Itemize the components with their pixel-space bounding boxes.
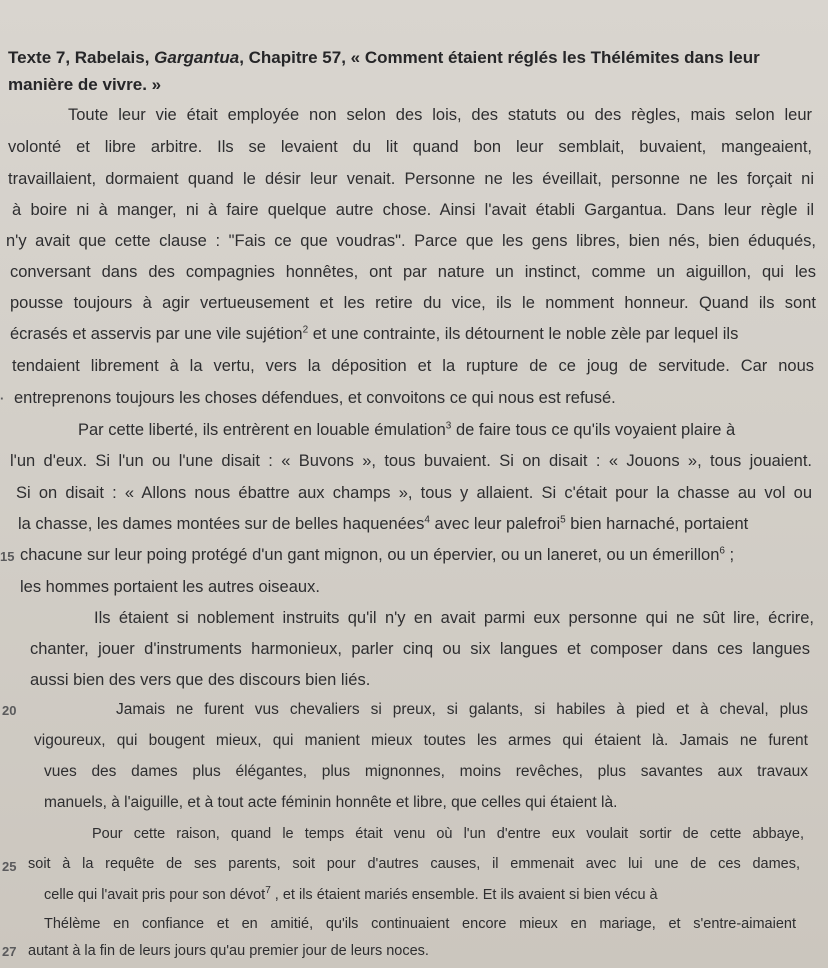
text-line: n'y avait que cette clause : "Fais ce que voudras". Parce que les gens libres, bien nés, bien éduqués,	[6, 232, 816, 250]
text-line	[10, 325, 816, 344]
text-fragment: chacune sur leur poing protégé d'un gant mignon, ou un épervier, ou un laneret, ou un émerillon	[20, 546, 720, 564]
text-line: Jamais ne furent vus chevaliers si preux, si galants, si habiles à pied et à cheval, plus	[116, 701, 808, 718]
text-line: entreprenons toujours les choses défendues, et convoitons ce qui nous est refusé.	[14, 389, 616, 407]
heading-work-title: Gargantua	[154, 48, 240, 67]
text-line: conversant dans des compagnies honnêtes, ont par nature un instinct, comme un aiguillon, qui les	[10, 263, 816, 281]
text-line	[18, 515, 812, 534]
text-line: soit à la requête de ses parents, soit pour d'autres causes, il emmenait avec lui une de ces dames,	[28, 856, 800, 872]
text-line: à boire ni à manger, ni à faire quelque autre chose. Ainsi l'avait établi Gargantua. Dans leur règle il	[12, 201, 814, 219]
line-number: 25	[2, 859, 17, 874]
text-fragment: écrasés et asservis par une vile sujétion	[10, 325, 303, 343]
text-line: Pour cette raison, quand le temps était venu où l'un d'entre eux voulait sortir de cette abbaye,	[92, 826, 804, 842]
heading-suffix: , Chapitre 57, « Comment étaient réglés les Thélémites dans leur manière de vivre. »	[8, 48, 760, 94]
document-heading	[8, 44, 813, 98]
text-line: vues des dames plus élégantes, plus mignonnes, moins revêches, plus savantes aux travaux	[44, 763, 808, 780]
text-line: tendaient librement à la vertu, vers la déposition et la rupture de ce joug de servitude. Car nous	[12, 357, 814, 375]
text-line: pousse toujours à agir vertueusement et les retire du vice, ils le nomment honneur. Quand ils sont	[10, 294, 816, 312]
text-line: autant à la fin de leurs jours qu'au premier jour de leurs noces.	[28, 943, 429, 959]
line-number: 15	[0, 549, 15, 564]
text-fragment: la chasse, les dames montées sur de belles haquenées	[18, 515, 425, 533]
footnote-marker: 3	[445, 420, 452, 432]
text-fragment: Par cette liberté, ils entrèrent en louable émulation	[78, 421, 446, 439]
text-fragment: , et ils étaient mariés ensemble. Et ils avaient si bien vécu à	[270, 887, 658, 903]
text-fragment: avec leur palefroi	[429, 515, 561, 533]
text-line	[78, 421, 812, 440]
text-line: vigoureux, qui bougent mieux, qui manient mieux toutes les armes qui étaient là. Jamais ne furent	[34, 732, 808, 749]
line-number: 27	[2, 944, 17, 959]
text-line: l'un d'eux. Si l'un ou l'une disait : « Buvons », tous buvaient. Si on disait : « Jouons », tous jouaient.	[10, 452, 812, 470]
text-line: Toute leur vie était employée non selon des lois, des statuts ou des règles, mais selon leur	[68, 106, 812, 124]
line-number: 20	[2, 703, 17, 718]
text-line	[44, 887, 800, 903]
footnote-marker: 6	[719, 545, 725, 557]
footnote-marker: 7	[265, 885, 271, 897]
text-fragment: bien harnaché, portaient	[565, 515, 749, 533]
text-fragment: et une contrainte, ils détournent le noble zèle par lequel ils	[308, 325, 739, 343]
text-line	[20, 546, 812, 565]
text-line: Thélème en confiance et en amitié, qu'ils continuaient encore mieux en mariage, et s'entre-aimaient	[44, 916, 796, 932]
text-line: aussi bien des vers que des discours bien liés.	[30, 671, 371, 689]
text-line: les hommes portaient les autres oiseaux.	[20, 578, 320, 596]
text-line: chanter, jouer d'instruments harmonieux, parler cinq ou six langues et composer dans ces langues	[30, 640, 810, 658]
text-line: Si on disait : « Allons nous ébattre aux champs », tous y allaient. Si c'était pour la chasse au vol ou	[16, 484, 812, 502]
text-line: volonté et libre arbitre. Ils se levaient du lit quand bon leur semblait, buvaient, mangeaient,	[8, 138, 812, 156]
text-fragment: de faire tous ce qu'ils voyaient plaire à	[451, 421, 736, 439]
text-line: manuels, à l'aiguille, et à tout acte féminin honnête et libre, que celles qui étaient là.	[44, 794, 618, 811]
footnote-marker: 5	[560, 514, 566, 526]
footnote-marker: 2	[302, 324, 309, 336]
text-line: travaillaient, dormaient quand le désir leur venait. Personne ne les éveillait, personne ne les forçait ni	[8, 170, 814, 188]
heading-prefix: Texte 7, Rabelais,	[8, 48, 155, 67]
text-fragment: ;	[724, 546, 735, 564]
text-fragment: celle qui l'avait pris pour son dévot	[44, 887, 266, 903]
footnote-marker: 4	[424, 514, 430, 526]
line-number: ·	[0, 391, 5, 406]
text-line: Ils étaient si noblement instruits qu'il n'y en avait parmi eux personne qui ne sût lire, écrire,	[94, 609, 814, 627]
